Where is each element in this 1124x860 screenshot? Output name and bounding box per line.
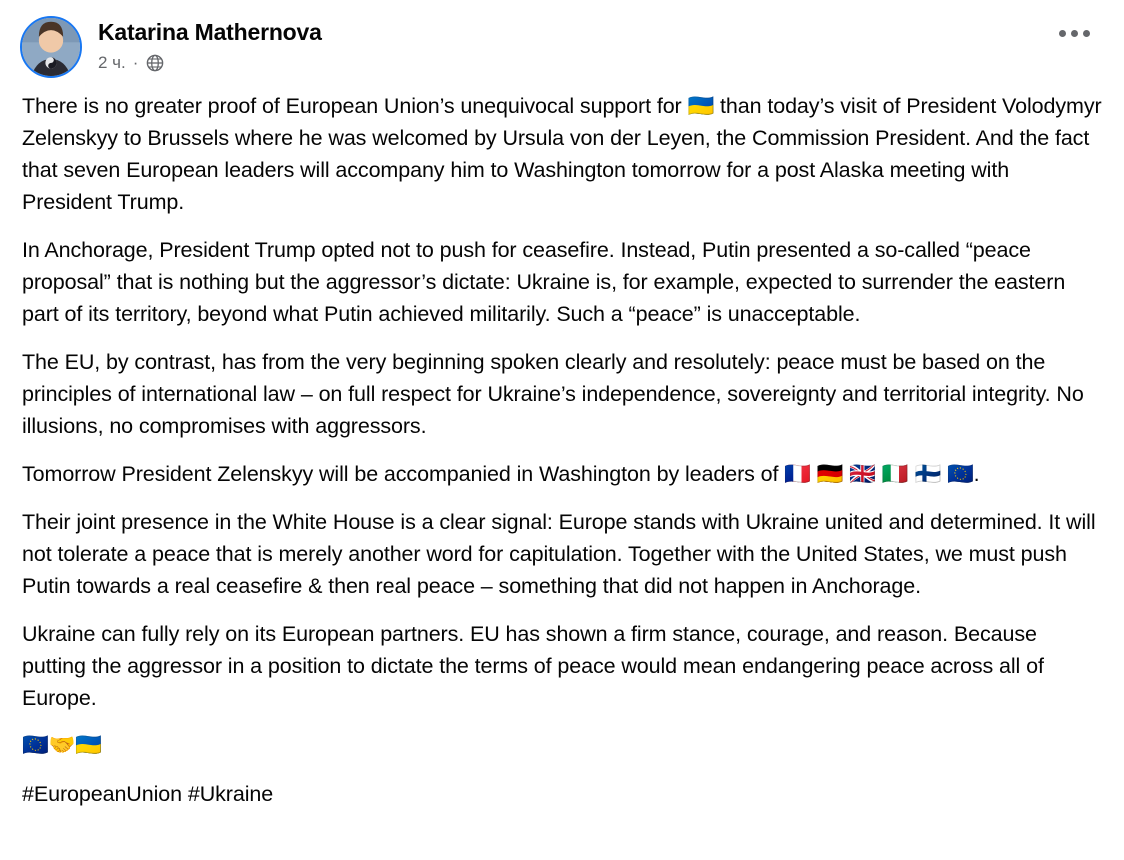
post-author-block xyxy=(98,16,322,74)
hashtag-text: EuropeanUnion #Ukraine xyxy=(33,782,274,806)
post-paragraph: Their joint presence in the White House is a clear signal: Europe stands with Ukraine united and determined. It will not tolerate a peace that is merely another word for capitulation. Together with the United States, we must push Putin towards a real ceasefire & then real peace – something that did not happen in Anchorage. xyxy=(22,510,1096,598)
post-paragraph: The EU, by contrast, has from the very beginning spoken clearly and resolutely: peace must be based on the principles of international law – on full respect for Ukraine’s independence, sovereignty and territorial integrity. No illusions, no compromises with aggressors. xyxy=(22,350,1084,438)
post-paragraph: Tomorrow President Zelenskyy will be accompanied in Washington by leaders of 🇫🇷 🇩🇪 🇬🇧 🇮🇹 🇫🇮 🇪🇺. xyxy=(22,462,980,486)
post-emoji-line: 🇪🇺🤝🇺🇦 xyxy=(22,733,103,758)
ellipsis-icon[interactable] xyxy=(1059,30,1090,37)
post-meta xyxy=(98,52,322,74)
menu-dot xyxy=(1059,30,1066,37)
meta-separator: · xyxy=(132,53,139,72)
post-header xyxy=(0,0,1124,84)
author-name[interactable]: Katarina Mathernova xyxy=(98,19,322,45)
post-paragraph: Ukraine can fully rely on its European partners. EU has shown a firm stance, courage, and reason. Because putting the aggressor in a position to dictate the terms of peace would mean endangering peace across all of Europe. xyxy=(22,622,1044,710)
post-paragraph: In Anchorage, President Trump opted not to push for ceasefire. Instead, Putin presented a so-called “peace proposal” that is nothing but the aggressor’s dictate: Ukraine is, for example, expected to surrender the eastern part of its territory, beyond what Putin achieved militarily. Such a “peace” is unacceptable. xyxy=(22,238,1066,326)
avatar[interactable] xyxy=(20,16,82,78)
menu-dot xyxy=(1083,30,1090,37)
post-hashtags[interactable]: #EuropeanUnion #Ukraine xyxy=(22,782,274,806)
menu-dot xyxy=(1071,30,1078,37)
post-paragraph: There is no greater proof of European Union’s unequivocal support for 🇺🇦 than today’s visit of President Volodymyr Zelenskyy to Brussels where he was welcomed by Ursula von der Leyen, the Commission President. And the fact that seven European leaders will accompany him to Washington tomorrow for a post Alaska meeting with President Trump. xyxy=(22,94,1102,214)
post-body xyxy=(0,84,1124,810)
globe-icon[interactable] xyxy=(145,54,164,73)
post-timestamp[interactable]: 2 ч. xyxy=(98,53,126,72)
